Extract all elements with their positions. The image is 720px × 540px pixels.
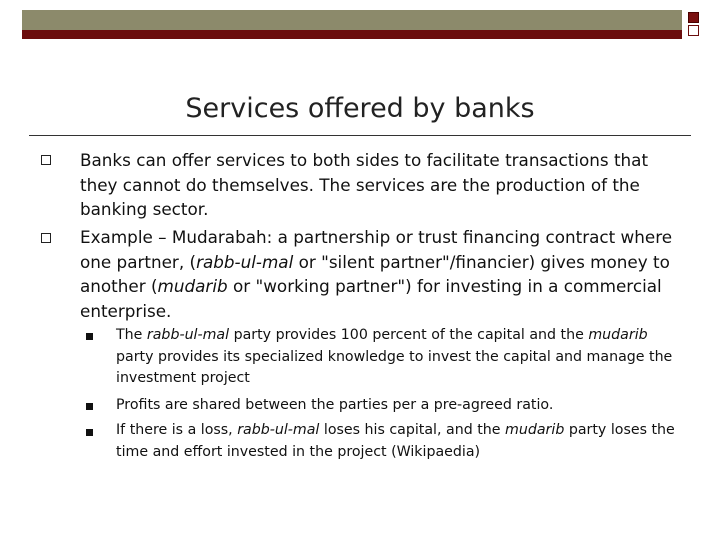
square-bullet-icon bbox=[41, 233, 51, 243]
slide-title: Services offered by banks bbox=[185, 93, 535, 124]
square-bullet-icon bbox=[41, 155, 51, 165]
sub-bullet-text: Profits are shared between the parties per a pre-agreed ratio. bbox=[116, 397, 554, 413]
decorative-square-outline bbox=[688, 25, 699, 36]
bullet-text: Banks can offer services to both sides to facilitate transactions that they cannot do themselves. The services are the production of the banking sector. bbox=[80, 150, 649, 219]
filled-square-bullet-icon bbox=[86, 333, 93, 340]
sub-bullet-text: The rabb-ul-mal party provides 100 percent of the capital and the mudarib party provides its specialized knowledge to invest the capital and manage the investment project bbox=[116, 327, 673, 386]
header-band-dark-red bbox=[22, 30, 682, 39]
filled-square-bullet-icon bbox=[86, 403, 93, 410]
decorative-square-filled bbox=[688, 12, 699, 23]
filled-square-bullet-icon bbox=[86, 429, 93, 436]
sub-bullet-text: If there is a loss, rabb-ul-mal loses his capital, and the mudarib party loses the time and effort invested in the project (Wikipaedia) bbox=[116, 422, 675, 460]
title-divider bbox=[29, 135, 691, 136]
bullet-text: Example – Mudarabah: a partnership or trust financing contract where one partner, (rabb-ul-mal or "silent partner"/financier) gives money to another (mudarib or "working partner") for investing in a commercial enterprise. bbox=[80, 227, 673, 321]
header-band-olive bbox=[22, 10, 682, 30]
